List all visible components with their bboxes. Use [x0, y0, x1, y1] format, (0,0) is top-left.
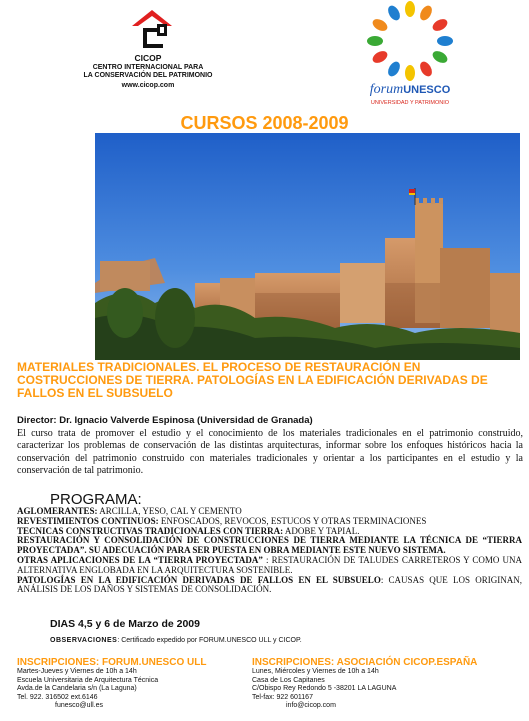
inscripciones-cicop-line: Tel-fax: 922 601167 [252, 693, 313, 701]
programa-heading: PROGRAMA: [50, 491, 142, 508]
programa-item-label: OTRAS APLICACIONES DE LA “TIERRA PROYECTADA” [17, 554, 263, 565]
programa-item-label: PATOLOGÍAS EN LA EDIFICACIÓN DERIVADAS DE FALLOS EN EL SUBSUELO [17, 574, 381, 585]
inscripciones-forum-email[interactable]: funesco@ull.es [55, 702, 103, 709]
observaciones-label: OBSERVACIONES [50, 637, 118, 644]
inscripciones-forum-line: Avda.de la Candelaria s/n (La Laguna) [17, 685, 137, 692]
inscripciones-cicop [252, 657, 522, 711]
course-description: El curso trata de promover el estudio y el conocimiento de los materiales tradicionales en el patrimonio construido, caracterizar los problemas de conservación de las distintas arquitecturas, informar sobre los enfoques históricos hacia la conservación del patrimonio construido con materiales tradicionales y orientar a los participantes en el estudio y la conservación de tal patrimonio. [17, 428, 523, 476]
hands-circle-icon [360, 0, 460, 82]
cicop-url: www.cicop.com [121, 82, 175, 89]
page-title: CURSOS 2008-2009 [180, 113, 349, 133]
cicop-line-2: LA CONSERVACIÓN DEL PATRIMONIO [83, 72, 213, 79]
inscripciones-forum-line: Martes-Jueves y Viernes de 10h a 14h [17, 668, 137, 675]
director-line: Director: Dr. Ignacio Valverde Espinosa (Universidad de Granada) [17, 415, 313, 426]
programa-item-text: ENFOSCADOS, REVOCOS, ESTUCOS Y OTRAS TERMINACIONES [158, 515, 427, 526]
course-title: MATERIALES TRADICIONALES. EL PROCESO DE RESTAURACIÓN EN COSTRUCCIONES DE TIERRA. PATOLOGÍAS EN LA EDIFICACIÓN DERIVADAS DE FALLOS EN EL SUBSUELO [17, 360, 488, 400]
inscripciones-cicop-line: Lunes, Miércoles y Viernes de 10h a 14h [252, 668, 379, 675]
programa-item-label: AGLOMERANTES: [17, 506, 98, 516]
programa-list [17, 507, 522, 595]
forum-unesco-logo [355, 0, 465, 112]
observaciones-text: : Certificado expedido por FORUM.UNESCO ULL y CICOP. [117, 637, 302, 644]
cicop-line-1: CENTRO INTERNACIONAL PARA [92, 64, 204, 71]
alhambra-photo [95, 133, 520, 360]
inscripciones-cicop-email[interactable]: info@cicop.com [286, 702, 336, 709]
programa-item-label: TECNICAS CONSTRUCTIVAS TRADICIONALES CON TIERRA: [17, 525, 284, 536]
forum-unesco-word: UNESCO [403, 84, 451, 96]
programa-item-text: ARCILLA, YESO, CAL Y CEMENTO [97, 506, 242, 516]
programa-item [17, 556, 522, 576]
programa-item-text: : RESTAURACIÓN DE TALUDES CARRETEROS Y COMO UNA ALTERNATIVA ENGLOBADA EN LA ARQUITECTURA SOSTENIBLE. [17, 554, 522, 575]
forum-subtitle: UNIVERSIDAD Y PATRIMONIO [370, 100, 450, 106]
programa-item-label: RESTAURACIÓN Y CONSOLIDACIÓN DE CONSTRUCCIONES DE TIERRA MEDIANTE LA TÉCNICA DE “TIERRA PROYECTADA”. SU ADECUACIÓN PARA SER PUESTA EN OBRA MEDIANTE ESTE NUEVO SISTEMA. [17, 535, 522, 556]
cicop-logo [58, 6, 213, 96]
cicop-house-icon [130, 6, 174, 52]
inscripciones-cicop-heading: INSCRIPCIONES: ASOCIACIÓN CICOP.ESPAÑA [252, 657, 478, 668]
observaciones [50, 637, 302, 644]
programa-item [17, 536, 522, 556]
programa-item-label: REVESTIMIENTOS CONTINUOS: [17, 515, 159, 526]
inscripciones-forum-line: Escuela Universitaria de Arquitectura Técnica [17, 676, 159, 684]
forum-wordmark [355, 82, 465, 98]
programa-item-text: ADOBE Y TAPIAL. [283, 525, 360, 536]
inscripciones-forum-line: Tel. 922. 316502 ext.6146 [17, 693, 98, 701]
inscripciones-cicop-line: C/Obispo Rey Redondo 5 -38201 LA LAGUNA [252, 685, 397, 692]
inscripciones-cicop-line: Casa de Los Capitanes [252, 676, 325, 684]
inscripciones-forum [17, 657, 247, 711]
course-dates: DIAS 4,5 y 6 de Marzo de 2009 [50, 618, 200, 630]
cicop-name: CICOP [134, 53, 162, 63]
inscripciones-forum-heading: INSCRIPCIONES: FORUM.UNESCO ULL [17, 657, 207, 668]
forum-word: forum [369, 82, 404, 97]
programa-item [17, 576, 522, 596]
programa-item-text: : CAUSAS QUE LOS ORIGINAN, ANÁLISIS DE LOS DAÑOS Y SISTEMAS DE CONSOLIDACIÓN. [17, 574, 523, 595]
